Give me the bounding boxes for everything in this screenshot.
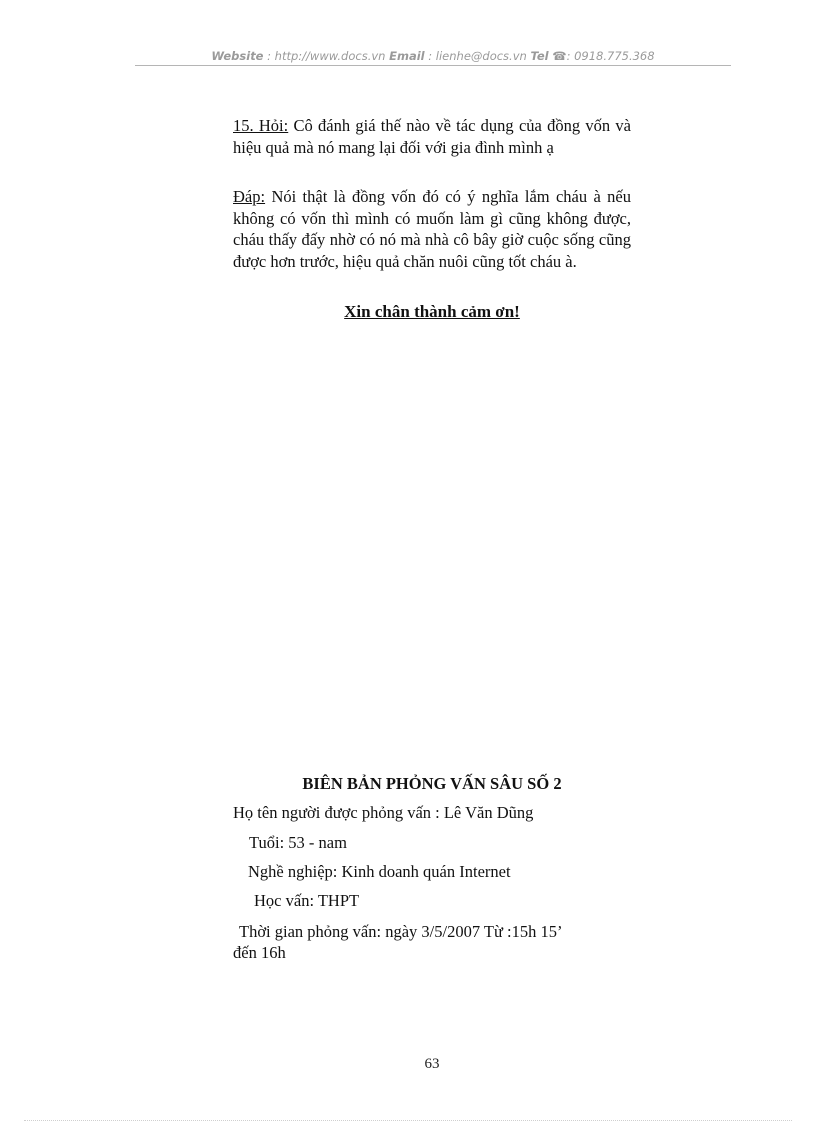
- phone-icon: ☎: [552, 49, 567, 63]
- thanks-line: Xin chân thành cảm ơn!: [344, 302, 520, 321]
- header-divider: [135, 65, 731, 66]
- interviewee-age: Tuổi: 53 - nam: [249, 833, 347, 852]
- answer-label: Đáp:: [233, 187, 266, 206]
- footer-divider: [24, 1120, 792, 1121]
- interviewee-name: Họ tên người được phỏng vấn : Lê Văn Dũng: [233, 803, 534, 822]
- interview-time-line2: đến 16h: [233, 943, 286, 962]
- email-label: Email: [389, 49, 425, 63]
- website-value: : http://www.docs.vn: [267, 49, 386, 63]
- question-paragraph: [233, 115, 631, 158]
- tel-label: Tel: [530, 49, 549, 63]
- email-value: : lienhe@docs.vn: [428, 49, 527, 63]
- interview-time-line1: Thời gian phỏng vấn: ngày 3/5/2007 Từ :15h 15’: [239, 922, 563, 941]
- question-text: Cô đánh giá thế nào về tác dụng của đồng vốn và hiệu quả mà nó mang lại đối với gia đình mình ạ: [233, 116, 631, 157]
- tel-value: : 0918.775.368: [566, 49, 655, 63]
- answer-paragraph: [233, 186, 631, 272]
- interview-time: [233, 921, 633, 963]
- page-number: 63: [424, 1056, 440, 1072]
- website-label: Website: [211, 49, 264, 63]
- page-header: [135, 49, 731, 63]
- interviewee-education: Học vấn: THPT: [254, 891, 360, 910]
- interviewee-occupation: Nghề nghiệp: Kinh doanh quán Internet: [248, 862, 511, 881]
- answer-text: Nói thật là đồng vốn đó có ý nghĩa lắm cháu à nếu không có vốn thì mình có muốn làm gì cũng không được, cháu thấy đấy nhờ có nó mà nhà cô bây giờ cuộc sống cũng được hơn trước, hiệu quả chăn nuôi cũng tốt cháu à.: [233, 187, 631, 271]
- report-title: BIÊN BẢN PHỎNG VẤN SÂU SỐ 2: [302, 774, 562, 793]
- question-label: 15. Hỏi:: [233, 116, 289, 135]
